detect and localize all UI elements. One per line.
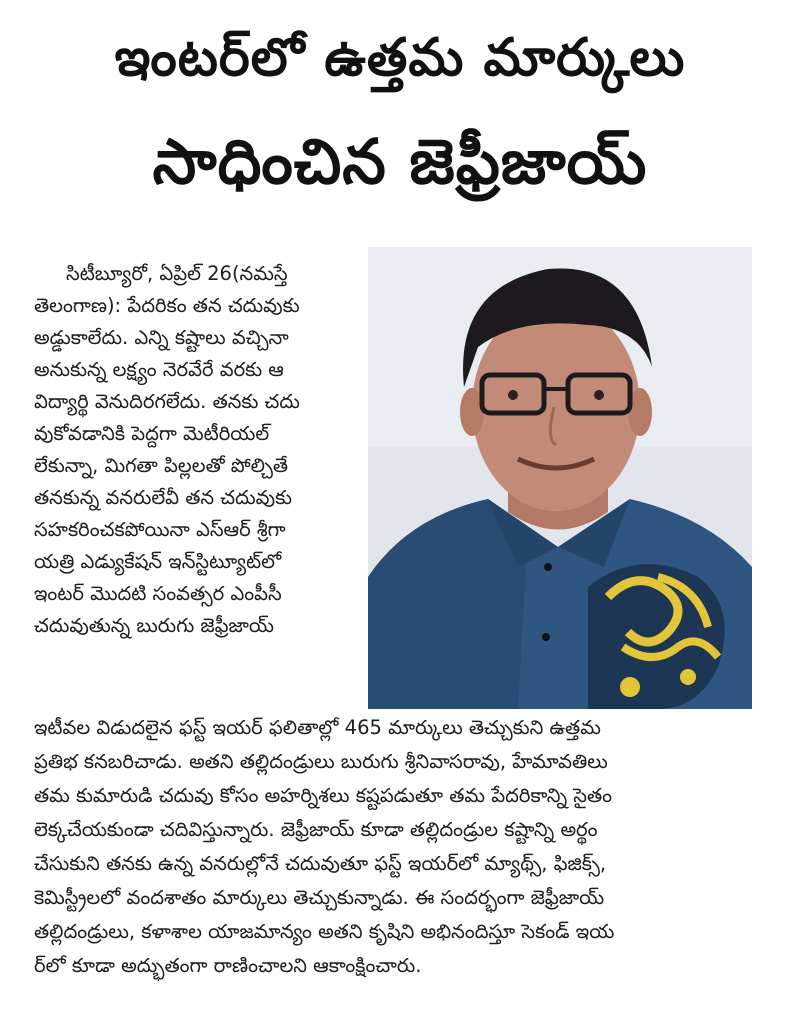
article-line: అడ్డుకాలేదు. ఎన్ని కష్టాలు వచ్చినా xyxy=(34,326,289,349)
article-line: కెమిస్ట్రీలలో వందశాతం మార్కులు తెచ్చుకున్నాడు. ఈ సందర్భంగా జెఫ్రీజాయ్ xyxy=(34,886,605,909)
article-line: అనుకున్న లక్ష్యం నెరవేరే వరకు ఆ xyxy=(34,358,284,381)
article-line: యత్రి ఎడ్యుకేషన్ ఇన్‌స్టిట్యూట్‌లో xyxy=(34,550,282,573)
student-portrait-photo xyxy=(368,247,752,709)
headline-line-1: ఇంటర్‌లో ఉత్తమ మార్కులు xyxy=(114,28,686,88)
article-line: తల్లిదండ్రులు, కళాశాల యాజమాన్యం అతని కృషిని అభినందిస్తూ సెకండ్ ఇయ xyxy=(34,920,615,943)
headline-line-2: సాధించిన జెఫ్రీజాయ్ xyxy=(152,125,648,198)
article-line: ఇటీవల విడుదలైన ఫస్ట్ ఇయర్ ఫలితాల్లో 465 మార్కులు తెచ్చుకుని ఉత్తమ xyxy=(34,716,601,739)
article-line: చదువుతున్న బురుగు జెఫ్రీజాయ్ xyxy=(34,614,274,637)
article-line: తమ కుమారుడి చదువు కోసం అహర్నిశలు కష్టపడుతూ తమ పేదరికాన్ని సైతం xyxy=(34,784,613,807)
article-line: చేసుకుని తనకు ఉన్న వనరుల్లోనే చదువుతూ ఫస్ట్ ఇయర్‌లో మ్యాథ్స్, ఫిజిక్స్, xyxy=(34,852,607,875)
article-line: వుకోవడానికి పెద్దగా మెటీరియల్ xyxy=(34,422,270,445)
article-line: లేకున్నా, మిగతా పిల్లలతో పోల్చితే xyxy=(34,454,289,477)
article-line: లెక్కచేయకుండా చదివిస్తున్నారు. జెఫ్రీజాయ్ కూడా తల్లిదండ్రుల కష్టాన్ని అర్థం xyxy=(34,818,598,841)
article-line: ఇంటర్ మొదటి సంవత్సర ఎంపీసీ xyxy=(34,582,282,605)
article-line: సిటీబ్యూరో, ఏప్రిల్ 26(నమస్తే xyxy=(66,262,288,285)
article-line: తనకున్న వనరులేవీ తన చదువుకు xyxy=(34,486,292,509)
article-line: ప్రతిభ కనబరిచాడు. అతని తల్లిదండ్రులు బురుగు శ్రీనివాసరావు, హేమావతిలు xyxy=(34,750,608,773)
article-line: సహకరించకపోయినా ఎస్ఆర్ శ్రీగా xyxy=(34,518,286,541)
article-line: విద్యార్థి వెనుదిరగలేదు. తనకు చదు xyxy=(34,390,300,413)
article-line: ర్‌లో కూడా అద్భుతంగా రాణించాలని ఆకాంక్షించారు. xyxy=(34,954,422,977)
article-line: తెలంగాణ): పేదరికం తన చదువుకు xyxy=(34,294,300,317)
